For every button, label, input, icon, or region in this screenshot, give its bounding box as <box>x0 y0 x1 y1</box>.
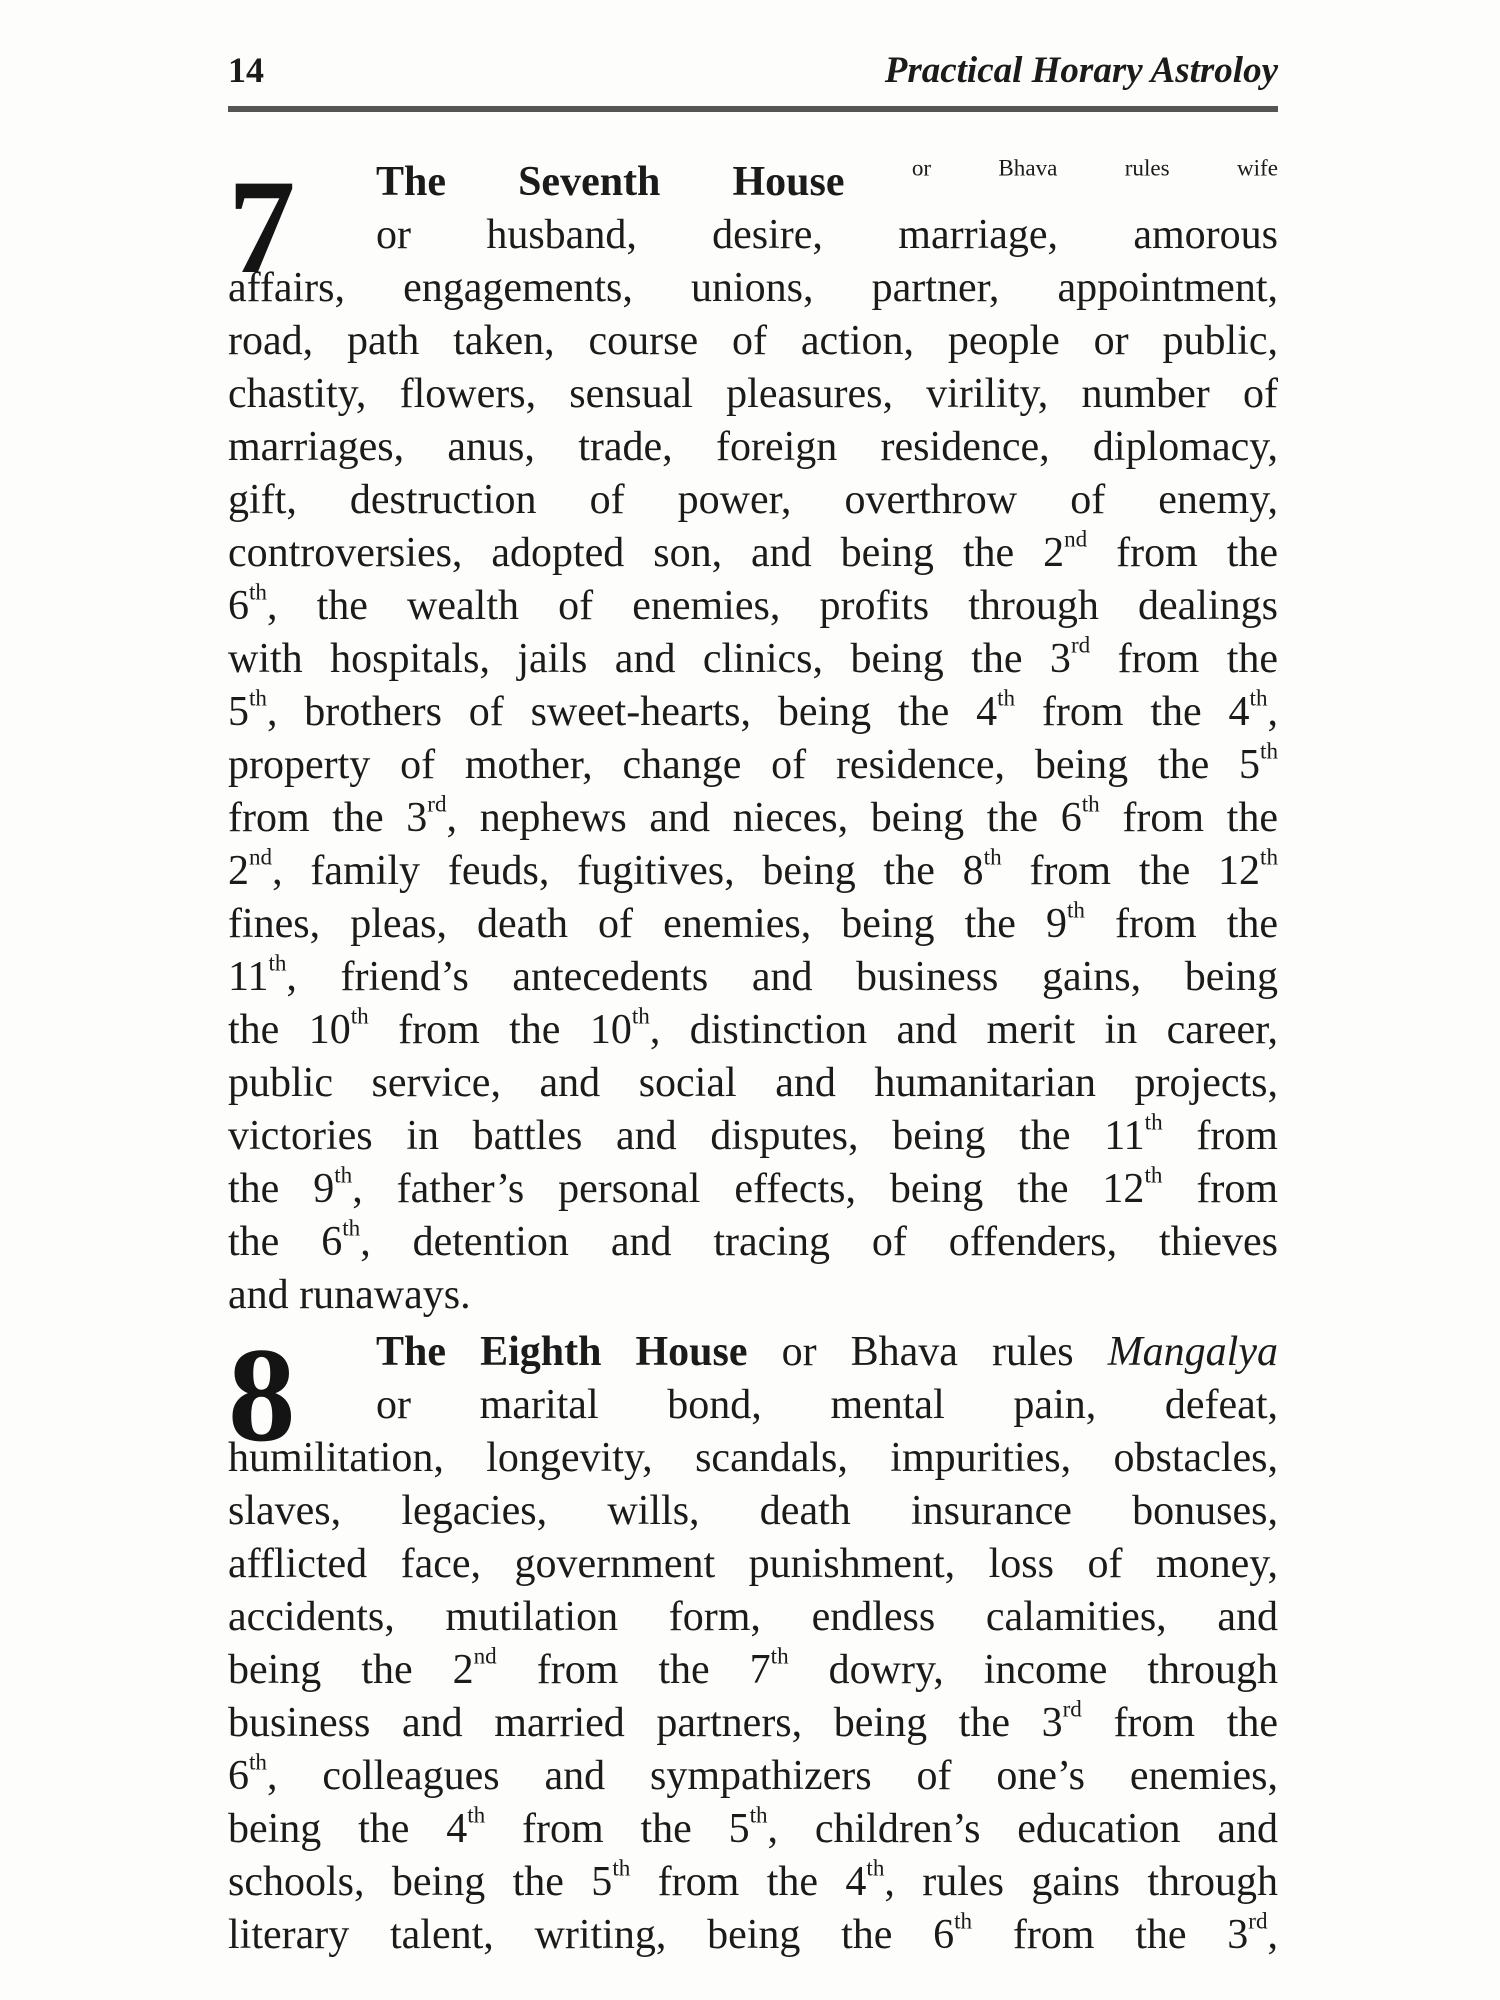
ordinal-suffix: rd <box>1062 1695 1082 1722</box>
text-line <box>228 1057 1278 1110</box>
text-line <box>228 1110 1278 1163</box>
text-run: , family feuds, fugitives, being the 8 <box>272 848 984 894</box>
text-line <box>228 1379 1278 1432</box>
ordinal-suffix: th <box>334 1161 353 1188</box>
page-number: 14 <box>228 50 264 90</box>
text-run: from <box>1162 1166 1278 1212</box>
text-run: schools, being the 5 <box>228 1859 613 1905</box>
ordinal-suffix: th <box>631 1002 650 1029</box>
book-page <box>228 40 1278 1962</box>
ordinal-suffix: th <box>1081 790 1100 817</box>
text-run: dowry, income through <box>788 1647 1279 1693</box>
text-run: from the 3 <box>228 795 428 841</box>
ordinal-suffix: th <box>983 843 1002 870</box>
text-line <box>228 156 1278 209</box>
ordinal-suffix: th <box>1249 684 1268 711</box>
text-run: controversies, adopted son, and being the 2 <box>228 530 1065 576</box>
text-line <box>228 315 1278 368</box>
text-run: or marital bond, mental pain, defeat, <box>376 1382 1278 1428</box>
ordinal-suffix: th <box>1260 843 1278 870</box>
text-line <box>228 633 1278 686</box>
text-run: from <box>1162 1113 1278 1159</box>
text-run: 11 <box>228 954 269 1000</box>
text-run: the 10 <box>228 1007 351 1053</box>
text-line <box>228 1697 1278 1750</box>
text-run: 2 <box>228 848 249 894</box>
text-run: 6 <box>228 1753 249 1799</box>
text-run: public service, and social and humanitarian projects, <box>228 1060 1278 1106</box>
text-line <box>228 1750 1278 1803</box>
ordinal-suffix: th <box>612 1854 631 1881</box>
eighth-house-paragraph <box>228 1321 1279 1962</box>
text-line <box>228 209 1278 262</box>
text-line <box>228 1432 1278 1485</box>
text-run: 6 <box>228 583 249 629</box>
text-line <box>228 262 1278 315</box>
text-run: , <box>1267 1912 1278 1958</box>
text-line <box>228 1644 1278 1697</box>
text-run: business and married partners, being the 3 <box>228 1700 1063 1746</box>
text-run: from the <box>1099 795 1278 841</box>
text-line <box>228 1216 1278 1269</box>
ordinal-suffix: rd <box>1070 631 1091 658</box>
text-run: , brothers of sweet-hearts, being the 4 <box>266 689 998 735</box>
ordinal-suffix: rd <box>1248 1907 1268 1934</box>
text-line <box>228 368 1278 421</box>
text-run: , colleagues and sympathizers of one’s enemies, <box>266 1753 1278 1799</box>
text-run: from the 10 <box>368 1007 632 1053</box>
text-run: from the <box>1087 530 1279 576</box>
text-run: or husband, desire, marriage, amorous <box>376 212 1278 258</box>
text-run: accidents, mutilation form, endless calamities, and <box>228 1594 1278 1640</box>
text-line <box>228 580 1278 633</box>
text-run: road, path taken, course of action, people or public, <box>228 318 1278 364</box>
ordinal-suffix: th <box>770 1642 789 1669</box>
text-run: from the 3 <box>972 1912 1249 1958</box>
text-run: chastity, flowers, sensual pleasures, virility, number of <box>228 371 1278 417</box>
text-run: from the 12 <box>1001 848 1261 894</box>
text-line <box>228 1803 1278 1856</box>
text-line <box>228 686 1278 739</box>
section-number-8: 8 <box>228 1321 296 1470</box>
text-run: literary talent, writing, being the 6 <box>228 1912 955 1958</box>
text-run: being the 2 <box>228 1647 474 1693</box>
text-run: the 9 <box>228 1166 335 1212</box>
text-line <box>228 739 1278 792</box>
text-line <box>228 792 1278 845</box>
text-run: and runaways. <box>228 1272 471 1318</box>
text-run: , <box>1267 689 1278 735</box>
italic-term: Mangalya <box>1107 1329 1278 1375</box>
text-line <box>228 1538 1278 1591</box>
seventh-house-paragraph <box>228 153 1279 1322</box>
text-run: property of mother, change of residence, being the 5 <box>228 742 1261 788</box>
ordinal-suffix: th <box>749 1801 768 1828</box>
section-eighth-house <box>228 1321 1279 1962</box>
text-run: from the <box>1081 1700 1278 1746</box>
text-run: , detention and tracing of offenders, thieves <box>360 1219 1279 1265</box>
text-run: or Bhava rules <box>747 1329 1108 1375</box>
text-line <box>228 951 1278 1004</box>
text-line <box>228 1004 1278 1057</box>
ordinal-suffix: th <box>954 1907 973 1934</box>
text-run: marriages, anus, trade, foreign residence, diplomacy, <box>228 424 1278 470</box>
ordinal-suffix: th <box>350 1002 369 1029</box>
text-run: , nephews and nieces, being the 6 <box>446 795 1082 841</box>
text-line <box>228 1326 1278 1379</box>
text-run: from the <box>1084 901 1279 947</box>
text-line <box>228 1485 1278 1538</box>
text-run: from the 7 <box>496 1647 771 1693</box>
text-line <box>228 1269 1278 1322</box>
text-run: from the 5 <box>485 1806 750 1852</box>
text-line <box>228 1163 1278 1216</box>
section-seventh-house <box>228 153 1279 1322</box>
text-run: afflicted face, government punishment, loss of money, <box>228 1541 1278 1587</box>
text-run: , rules gains through <box>884 1859 1279 1905</box>
text-line <box>228 845 1278 898</box>
text-line <box>228 1856 1278 1909</box>
text-run: the 6 <box>228 1219 343 1265</box>
text-run: slaves, legacies, wills, death insurance bonuses, <box>228 1488 1278 1534</box>
ordinal-suffix: th <box>997 684 1016 711</box>
text-run: humilitation, longevity, scandals, impurities, obstacles, <box>228 1435 1278 1481</box>
ordinal-suffix: th <box>467 1801 486 1828</box>
section-number-7: 7 <box>228 153 296 302</box>
text-run: 5 <box>228 689 249 735</box>
text-line <box>228 1909 1278 1962</box>
text-run: victories in battles and disputes, being the 11 <box>228 1113 1145 1159</box>
text-line <box>228 1591 1278 1644</box>
text-line <box>228 527 1278 580</box>
text-run: from the 4 <box>1015 689 1250 735</box>
ordinal-suffix: th <box>1144 1108 1163 1135</box>
text-line <box>228 898 1278 951</box>
ordinal-suffix: th <box>342 1214 361 1241</box>
text-line <box>228 474 1278 527</box>
ordinal-suffix: th <box>1260 737 1278 764</box>
ordinal-suffix: th <box>1144 1161 1163 1188</box>
text-run: from the 4 <box>630 1859 867 1905</box>
text-run: fines, pleas, death of enemies, being the 9 <box>228 901 1067 947</box>
text-run: being the 4 <box>228 1806 468 1852</box>
ordinal-suffix: or Bhava rules wife <box>844 154 1278 181</box>
ordinal-suffix: th <box>249 684 267 711</box>
text-run: , children’s education and <box>767 1806 1278 1852</box>
ordinal-suffix: nd <box>473 1642 497 1669</box>
house-title: The Eighth House <box>376 1329 748 1375</box>
house-title: The Seventh House <box>376 159 845 205</box>
text-run: , distinction and merit in career, <box>649 1007 1278 1053</box>
ordinal-suffix: rd <box>427 790 447 817</box>
text-run: from the <box>1090 636 1279 682</box>
ordinal-suffix: th <box>1066 896 1085 923</box>
ordinal-suffix: th <box>866 1854 885 1881</box>
ordinal-suffix: nd <box>249 843 273 870</box>
text-run: , father’s personal effects, being the 12 <box>352 1166 1145 1212</box>
ordinal-suffix: th <box>249 578 267 605</box>
text-run: , friend’s antecedents and business gains, being <box>286 954 1278 1000</box>
header-rule <box>228 106 1278 112</box>
page-header <box>228 40 1278 100</box>
ordinal-suffix: th <box>268 949 287 976</box>
ordinal-suffix: th <box>249 1748 267 1775</box>
running-title: Practical Horary Astroloy <box>884 50 1278 91</box>
text-run: gift, destruction of power, overthrow of enemy, <box>228 477 1278 523</box>
text-line <box>228 421 1278 474</box>
ordinal-suffix: nd <box>1064 525 1088 552</box>
text-run: affairs, engagements, unions, partner, appointment, <box>228 265 1278 311</box>
text-run: with hospitals, jails and clinics, being the 3 <box>228 636 1071 682</box>
text-run: , the wealth of enemies, profits through dealings <box>266 583 1278 629</box>
